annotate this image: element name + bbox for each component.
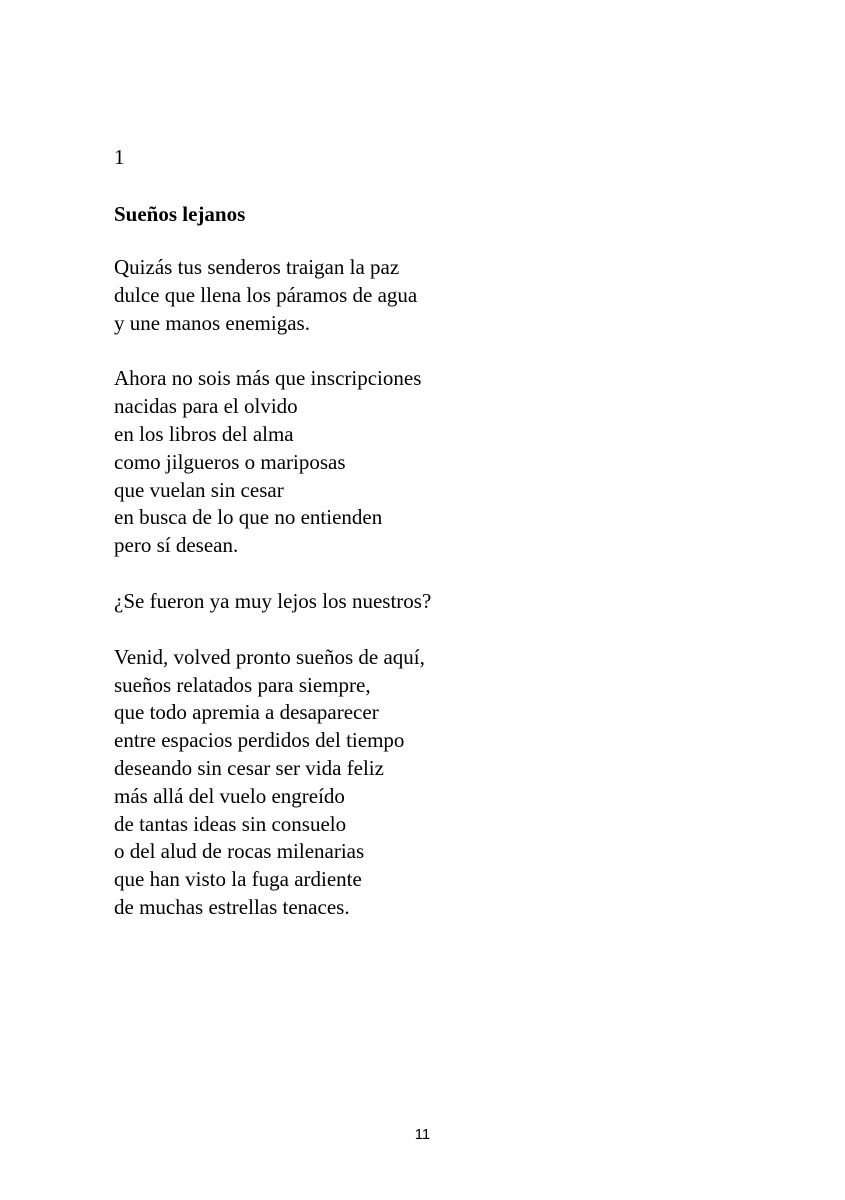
verse-line: entre espacios perdidos del tiempo	[114, 728, 405, 753]
verse-line: dulce que llena los páramos de agua	[114, 282, 418, 307]
verse-line: deseando sin cesar ser vida feliz	[114, 755, 384, 780]
verse-line: Venid, volved pronto sueños de aquí,	[114, 644, 425, 669]
poem-title: Sueños lejanos	[114, 202, 246, 226]
verse-line: que vuelan sin cesar	[114, 477, 284, 502]
stanza	[114, 588, 431, 616]
verse-line: o del alud de rocas milenarias	[114, 839, 365, 864]
verse-line: Ahora no sois más que inscripciones	[114, 366, 422, 391]
poem-body	[114, 254, 431, 950]
verse-line: y une manos enemigas.	[114, 310, 310, 335]
verse-line: en los libros del alma	[114, 421, 294, 446]
verse-line: ¿Se fueron ya muy lejos los nuestros?	[114, 588, 432, 613]
verse-line: sueños relatados para siempre,	[114, 672, 371, 697]
verse-line: pero sí desean.	[114, 533, 239, 558]
verse-line: en busca de lo que no entienden	[114, 505, 383, 530]
verse-line: nacidas para el olvido	[114, 394, 298, 419]
page-number: 11	[414, 1126, 431, 1143]
poem-number: 1	[114, 145, 125, 169]
stanza	[114, 644, 431, 922]
stanza	[114, 254, 431, 337]
verse-line: de muchas estrellas tenaces.	[114, 894, 350, 919]
verse-line: que todo apremia a desaparecer	[114, 700, 379, 725]
stanza	[114, 365, 431, 560]
verse-line: que han visto la fuga ardiente	[114, 867, 362, 892]
verse-line: como jilgueros o mariposas	[114, 449, 346, 474]
verse-line: más allá del vuelo engreído	[114, 783, 345, 808]
verse-line: de tantas ideas sin consuelo	[114, 811, 347, 836]
verse-line: Quizás tus senderos traigan la paz	[114, 255, 400, 279]
